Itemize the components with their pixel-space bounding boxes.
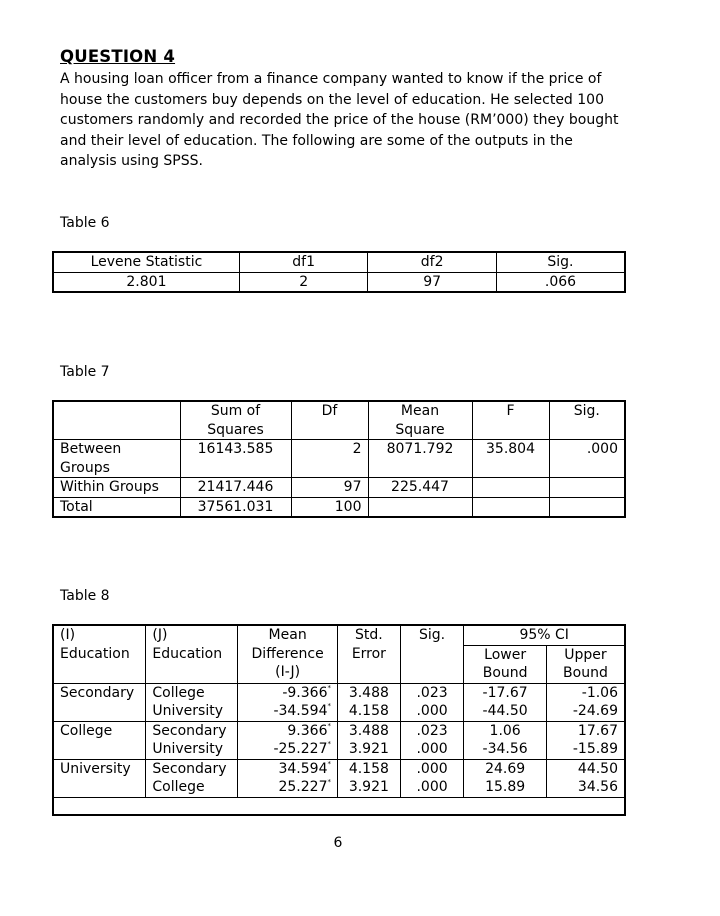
table8-caption: Table 8 [60,588,110,604]
table7-header-blank [53,401,180,440]
header-line: (I-J) [275,664,301,680]
table7-cell-ms: 8071.792 [368,440,472,478]
label-line: Between [60,441,122,457]
table7-header-ss [180,401,291,440]
table7-cell-ms: 225.447 [368,478,472,498]
question-intro [60,69,640,172]
table8-cell-upper: -1.06 [546,683,625,702]
table8-cell-sig: .000 [400,759,464,778]
table7-header-row [53,401,625,440]
table8-cell-lower: -34.56 [464,740,547,759]
table8-cell-mean-diff: 9.366* [238,721,338,740]
header-line: Bound [563,665,608,681]
table8-cell-upper: -15.89 [546,740,625,759]
table8-cell-upper: 44.50 [546,759,625,778]
table7-row-total [53,497,625,517]
table7-cell-sig: .000 [549,440,625,478]
table7-header-ms [368,401,472,440]
page-number: 6 [333,835,343,851]
table8-header-upper [546,645,625,683]
table8-cell-se: 3.488 [337,721,400,740]
table8-header-std-error [337,625,400,683]
table8-header-j [146,625,238,683]
table7-anova [52,400,626,518]
table7-header-df: Df [291,401,368,440]
header-line: Error [351,645,386,662]
header-line: Difference [251,645,324,662]
table6-data-row [53,272,625,292]
table8-cell-upper: -24.69 [546,702,625,721]
table8-header-mean-diff [238,625,338,683]
table8-row [53,759,625,778]
header-line: Std. [355,627,383,643]
table8-group-label: University [53,759,146,797]
table8-cell-se: 4.158 [337,702,400,721]
table8-footer-row [53,797,625,815]
header-line: (J) [152,627,168,643]
table7-cell-ss: 21417.446 [180,478,291,498]
table8-header-row-1 [53,625,625,645]
table7-cell-f [472,497,549,517]
table7-cell-f [472,478,549,498]
header-line: Lower [484,646,527,663]
table6-cell: 2.801 [53,272,239,292]
table8-cell-lower: 24.69 [464,759,547,778]
question-title: QUESTION 4 [60,47,176,66]
table8-row [53,721,625,740]
header-line: Education [60,645,130,662]
label-line: Groups [60,459,110,476]
table8-cell-sig: .000 [400,740,464,759]
table8-cell-sig: .000 [400,702,464,721]
table8-group-label: College [53,721,146,759]
table8-cell-lower: -44.50 [464,702,547,721]
table8-cell-sig: .023 [400,683,464,702]
table8-row [53,683,625,702]
header-line: Squares [207,421,264,438]
table6-cell: 97 [368,272,497,292]
header-line: Square [395,421,445,438]
table6-header-cell: df2 [368,252,497,272]
table6-levene [52,251,626,293]
table7-cell-ms [368,497,472,517]
table8-header-lower [464,645,547,683]
table8-cell-se: 3.488 [337,683,400,702]
table7-cell-df: 2 [291,440,368,478]
table7-header-sig: Sig. [549,401,625,440]
table8-cell-j: University [146,740,238,759]
table8-footer-cell [53,797,625,815]
table7-row-label [53,440,180,478]
table8-group-label: Secondary [53,683,146,721]
table8-cell-upper: 34.56 [546,778,625,797]
table7-header-f: F [472,401,549,440]
table7-cell-sig [549,478,625,498]
table7-row-within [53,478,625,498]
table8-header-ci: 95% CI [464,625,625,645]
table7-cell-f: 35.804 [472,440,549,478]
table8-cell-se: 3.921 [337,778,400,797]
table8-cell-mean-diff: 25.227* [238,778,338,797]
table8-cell-j: College [146,683,238,702]
header-line: Sum of [210,403,261,419]
table7-cell-sig [549,497,625,517]
table8-multiple-comparisons [52,624,626,816]
table8-cell-lower: -17.67 [464,683,547,702]
table8-cell-mean-diff: -25.227* [238,740,338,759]
header-line: Education [152,645,223,662]
table6-header-cell: Sig. [496,252,625,272]
table8-cell-upper: 17.67 [546,721,625,740]
header-line: (I) [60,627,76,643]
table6-header-row [53,252,625,272]
table7-caption: Table 7 [60,364,110,380]
intro-line: analysis using SPSS. [60,153,203,169]
intro-line: A housing loan officer from a finance company wanted to know if the price of [60,71,602,87]
table7-row-between [53,440,625,478]
table8-cell-sig: .000 [400,778,464,797]
table8-cell-se: 3.921 [337,740,400,759]
table7-cell-df: 97 [291,478,368,498]
table8-cell-mean-diff: -34.594* [238,702,338,721]
intro-line: customers randomly and recorded the price of the house (RM’000) they bought [60,112,619,128]
table8-cell-lower: 1.06 [464,721,547,740]
intro-line: house the customers buy depends on the level of education. He selected 100 [60,91,604,108]
table8-cell-se: 4.158 [337,759,400,778]
table6-caption: Table 6 [60,215,110,231]
table6-header-cell: Levene Statistic [53,252,239,272]
header-line: Bound [482,665,528,681]
table8-cell-sig: .023 [400,721,464,740]
table7-cell-df: 100 [291,497,368,517]
table8-cell-j: Secondary [146,759,238,778]
table7-cell-ss: 16143.585 [180,440,291,478]
intro-line: and their level of education. The following are some of the outputs in the [60,132,573,149]
table8-header-i [53,625,146,683]
table6-cell: 2 [239,272,368,292]
header-line: Upper [564,646,607,663]
table6-cell: .066 [496,272,625,292]
table8-cell-lower: 15.89 [464,778,547,797]
table8-header-sig: Sig. [400,625,464,683]
table8-cell-mean-diff: 34.594* [238,759,338,778]
table8-cell-j: College [146,778,238,797]
header-line: Mean [268,627,307,643]
table7-row-label: Within Groups [53,478,180,498]
table6-header-cell: df1 [239,252,368,272]
table7-cell-ss: 37561.031 [180,497,291,517]
table8-cell-mean-diff: -9.366* [238,683,338,702]
table7-row-label: Total [53,497,180,517]
table8-cell-j: Secondary [146,721,238,740]
table8-cell-j: University [146,702,238,721]
header-line: Mean [400,403,440,419]
